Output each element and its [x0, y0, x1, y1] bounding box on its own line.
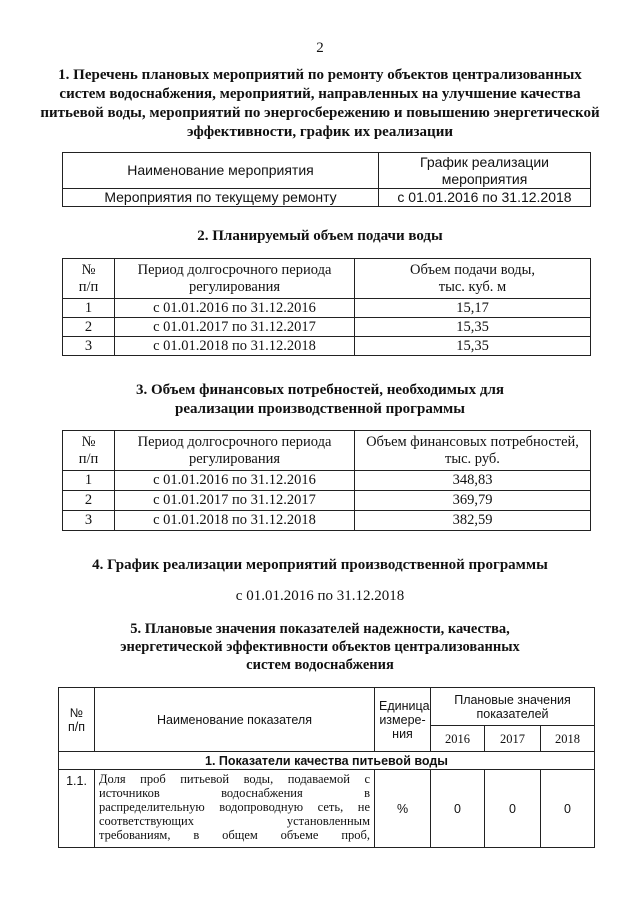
col-financial-line2: тыс. руб.: [445, 450, 500, 467]
col-number-line2: п/п: [67, 719, 85, 734]
table-row: [59, 770, 595, 848]
section5-title: [40, 620, 600, 674]
row-period: с 01.01.2017 по 31.12.2017: [115, 491, 355, 511]
row-value: 15,35: [355, 318, 591, 337]
col-unit-line3: ния: [392, 726, 413, 741]
page-number: 2: [316, 40, 324, 56]
col-schedule-line2: мероприятия: [441, 170, 528, 187]
col-planned-line2: показателей: [476, 706, 549, 721]
activities-table: [62, 152, 591, 207]
group-quality-indicators: 1. Показатели качества питьевой воды: [59, 752, 595, 770]
row-value-2017: 0: [485, 770, 541, 848]
col-financial-line1: Объем финансовых потребностей,: [366, 433, 579, 450]
row-value: 15,35: [355, 337, 591, 356]
col-period: [115, 431, 355, 471]
section2-title: 2. Планируемый объем подачи воды: [197, 228, 443, 244]
water-supply-table: [62, 258, 591, 356]
col-number: [63, 431, 115, 471]
table-row: [63, 491, 591, 511]
col-unit-line2: измере-: [379, 712, 426, 727]
col-period-line1: Период долгосрочного периода: [137, 261, 332, 278]
indicator-line: Доля проб питьевой воды, подаваемой с: [99, 772, 370, 786]
col-period-line2: регулирования: [188, 450, 281, 467]
col-number-line1: №: [69, 705, 84, 720]
table-group-row: [59, 752, 595, 770]
section5-title-line2: энергетической эффективности объектов централизованных: [120, 639, 520, 655]
section3-title-line2: реализации производственной программы: [175, 401, 465, 417]
table-row: [63, 471, 591, 491]
indicator-line: распределительную водопроводную сеть, не: [99, 800, 370, 814]
section3-title-line1: 3. Объем финансовых потребностей, необходимых для: [135, 382, 505, 398]
col-schedule-line1: График реализации: [420, 153, 549, 170]
col-activity-name: Наименование мероприятия: [63, 153, 379, 189]
row-number: 1: [63, 299, 115, 318]
table-header-row: [59, 688, 595, 726]
table-row: [63, 299, 591, 318]
col-volume-line1: Объем подачи воды,: [409, 261, 536, 278]
indicators-table: [58, 687, 595, 848]
row-indicator-name: [95, 770, 375, 848]
row-number: 2: [63, 318, 115, 337]
section5-title-line1: 5. Плановые значения показателей надежности, качества,: [130, 621, 510, 637]
row-period: с 01.01.2017 по 31.12.2017: [115, 318, 355, 337]
col-period-line2: регулирования: [188, 278, 281, 295]
row-number: 3: [63, 511, 115, 531]
table-row: [63, 511, 591, 531]
table-row: [63, 189, 591, 207]
col-period: [115, 259, 355, 299]
col-number: [59, 688, 95, 752]
col-planned-values: [431, 688, 595, 726]
col-volume-line2: тыс. куб. м: [438, 278, 507, 295]
section1-title: 1. Перечень плановых мероприятий по ремонту объектов централизованных систем водоснабжения, мероприятий, направленных на улучшение качества питьевой воды, мероприятий по энергосбережению и повышению энергетической эффективности, график их реализации: [40, 67, 600, 140]
table-header-row: [63, 431, 591, 471]
row-value: 348,83: [355, 471, 591, 491]
col-unit: [375, 688, 431, 752]
row-value-2018: 0: [541, 770, 595, 848]
section5-title-line3: систем водоснабжения: [246, 657, 394, 673]
row-number: 2: [63, 491, 115, 511]
col-number-line1: №: [81, 261, 96, 278]
indicator-line: соответствующих установленным: [99, 814, 370, 828]
section3-title: [40, 381, 600, 419]
col-number: [63, 259, 115, 299]
row-value: 382,59: [355, 511, 591, 531]
row-unit: %: [375, 770, 431, 848]
row-number: 1.1.: [59, 770, 95, 848]
table-header-row: [63, 153, 591, 189]
table-row: [63, 318, 591, 337]
section4-period: с 01.01.2016 по 31.12.2018: [235, 588, 405, 604]
col-year-2017: 2017: [485, 726, 541, 752]
row-period: с 01.01.2018 по 31.12.2018: [115, 511, 355, 531]
row-period: с 01.01.2016 по 31.12.2016: [115, 471, 355, 491]
col-year-2016: 2016: [431, 726, 485, 752]
col-number-line2: п/п: [78, 278, 99, 295]
indicator-line: источников водоснабжения в: [99, 786, 370, 800]
col-number-line2: п/п: [78, 450, 99, 467]
col-schedule: [379, 153, 591, 189]
row-period: с 01.01.2016 по 31.12.2016: [115, 299, 355, 318]
col-volume: [355, 259, 591, 299]
section4-title: 4. График реализации мероприятий производственной программы: [92, 557, 548, 573]
row-number: 1: [63, 471, 115, 491]
col-year-2018: 2018: [541, 726, 595, 752]
financial-needs-table: [62, 430, 591, 531]
col-number-line1: №: [81, 433, 96, 450]
col-unit-line1: Единица: [379, 698, 430, 713]
col-indicator-name: Наименование показателя: [95, 688, 375, 752]
col-period-line1: Период долгосрочного периода: [137, 433, 332, 450]
row-value: 15,17: [355, 299, 591, 318]
activity-name: Мероприятия по текущему ремонту: [63, 189, 379, 207]
indicator-line: требованиям, в общем объеме проб,: [99, 828, 370, 842]
row-number: 3: [63, 337, 115, 356]
table-row: [63, 337, 591, 356]
row-value-2016: 0: [431, 770, 485, 848]
row-period: с 01.01.2018 по 31.12.2018: [115, 337, 355, 356]
activity-period: с 01.01.2016 по 31.12.2018: [379, 189, 591, 207]
table-header-row: [63, 259, 591, 299]
col-planned-line1: Плановые значения: [454, 692, 571, 707]
row-value: 369,79: [355, 491, 591, 511]
col-financial: [355, 431, 591, 471]
